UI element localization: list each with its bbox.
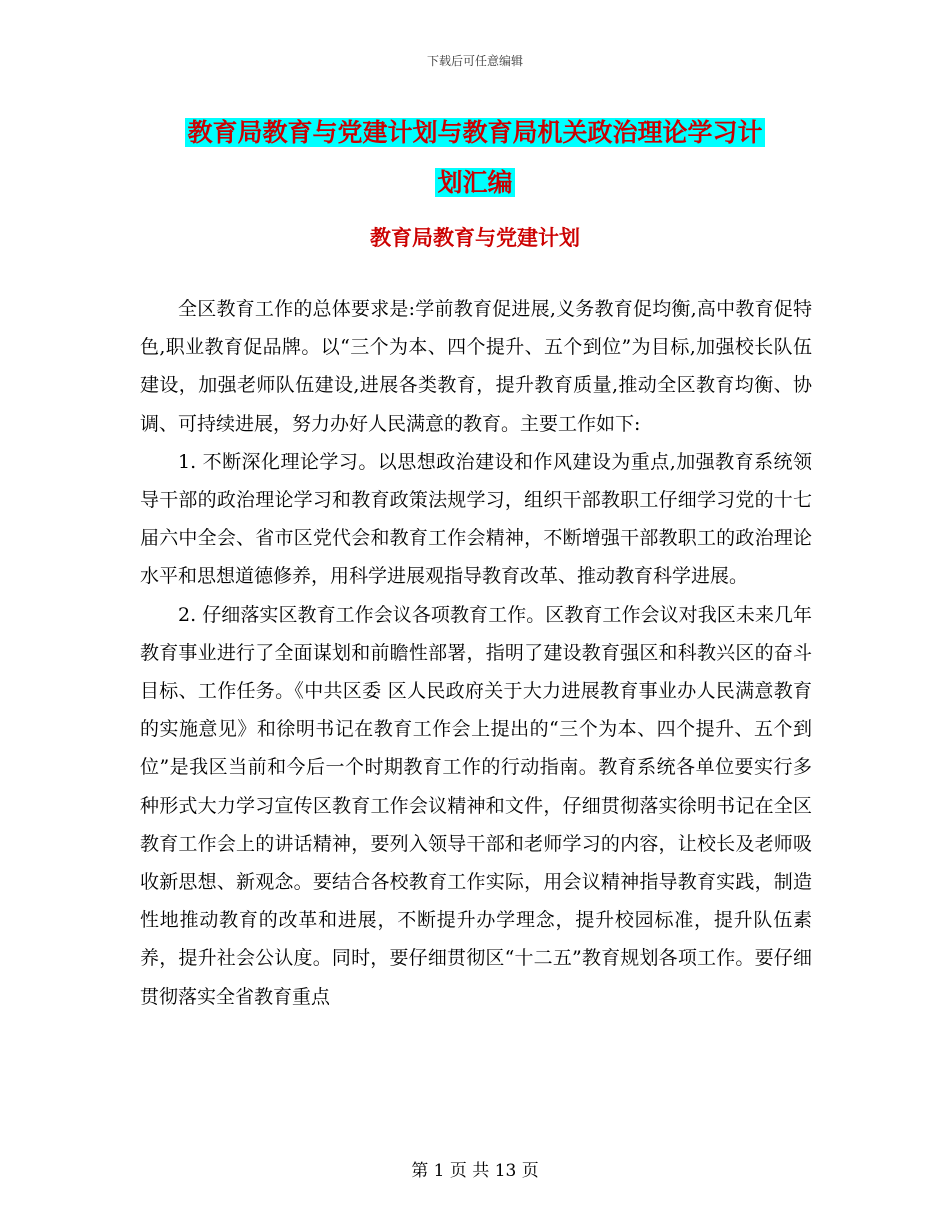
document-title-line-2: 划汇编 <box>437 168 513 197</box>
paragraph-intro: 全区教育工作的总体要求是:学前教育促进展,义务教育促均衡,高中教育促特色,职业教育促品牌。以“三个为本、四个提升、五个到位”为目标,加强校长队伍建设，加强老师队伍建设,进展各类教育，提升教育质量,推动全区教育均衡、协调、可持续进展，努力办好人民满意的教育。主要工作如下: <box>140 298 812 435</box>
document-body <box>140 290 812 1016</box>
paragraph-item-2: 2. 仔细落实区教育工作会议各项教育工作。区教育工作会议对我区未来几年教育事业进行了全面谋划和前瞻性部署，指明了建设教育强区和科教兴区的奋斗目标、工作任务。《中共区委 区人民政府关于大力进展教育事业办人民满意教育的实施意见》和徐明书记在教育工作会上提出的“三个为本、四个提升、五个到位”是我区当前和今后一个时期教育工作的行动指南。教育系统各单位要实行多种形式大力学习宣传区教育工作会议精神和文件，仔细贯彻落实徐明书记在全区教育工作会上的讲话精神，要列入领导干部和老师学习的内容，让校长及老师吸收新思想、新观念。要结合各校教育工作实际，用会议精神指导教育实践，制造性地推动教育的改革和进展，不断提升办学理念，提升校园标准，提升队伍素养，提升社会公认度。同时，要仔细贯彻区“十二五”教育规划各项工作。要仔细贯彻落实全省教育重点 <box>140 603 812 1008</box>
section-title: 教育局教育与党建计划 <box>370 225 580 250</box>
document-title-line-1: 教育局教育与党建计划与教育局机关政治理论学习计 <box>187 118 763 147</box>
paragraph-item-1: 1. 不断深化理论学习。以思想政治建设和作风建设为重点,加强教育系统领导干部的政治理论学习和教育政策法规学习，组织干部教职工仔细学习党的十七届六中全会、省市区党代会和教育工作会精神，不断增强干部教职工的政治理论水平和思想道德修养，用科学进展观指导教育改革、推动教育科学进展。 <box>140 450 812 588</box>
header-note: 下载后可任意编辑 <box>426 54 523 68</box>
page-number-footer: 第 1 页 共 13 页 <box>411 1161 539 1181</box>
document-title <box>140 108 810 208</box>
